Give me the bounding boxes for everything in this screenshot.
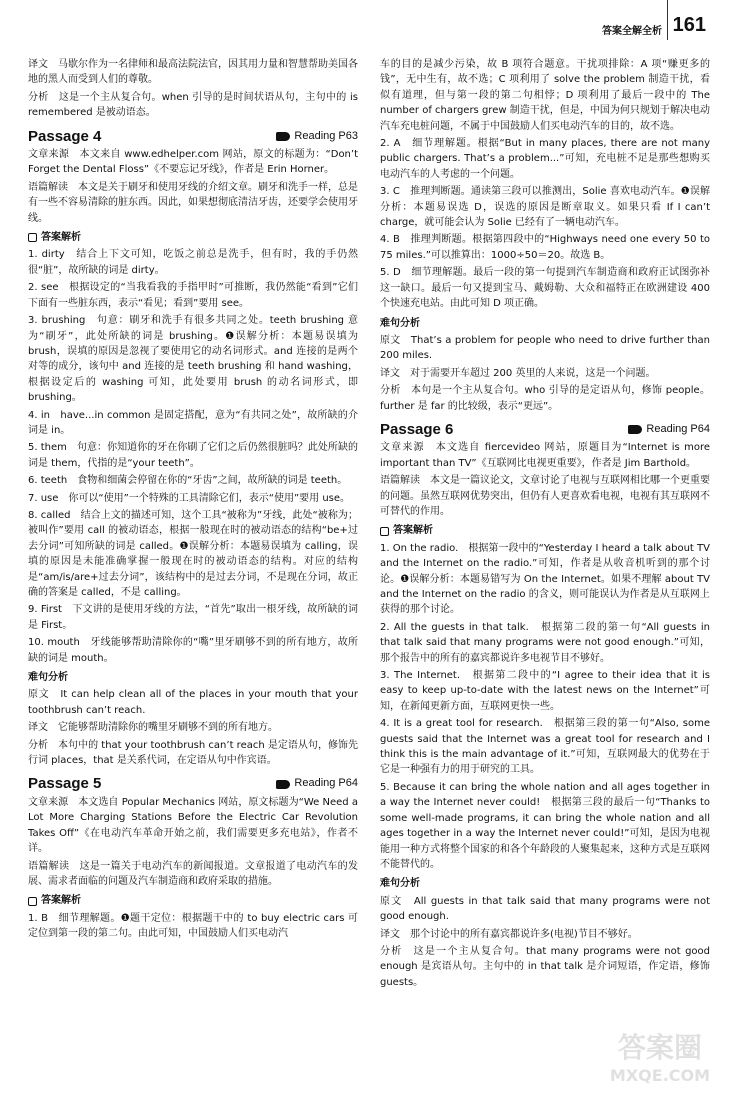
passage-6-header xyxy=(380,422,710,437)
reading-ref: Reading P64 xyxy=(628,422,710,437)
svg-text:答案圈: 答案圈 xyxy=(617,1031,703,1064)
intro-analysis: 分析 这是一个主从复合句。when 引导的是时间状语从句，主句中的 is remembered 是被动语态。 xyxy=(28,91,358,119)
lock-icon xyxy=(28,897,37,906)
pointing-hand-icon xyxy=(276,780,290,789)
answer-item: 4. It is a great tool for research. 根据第三段的第一句“Also, some guests said that the Internet was a great tool for research and I think this is the main advantage of it.”可知，互联网最大的优势在于它是一种强有力的用于研究的工具。 xyxy=(380,718,710,776)
pointing-hand-icon xyxy=(628,425,642,434)
answer-item: 3. C 推理判断题。通读第三段可以推测出，Solie 喜欢电动汽车。❶误解分析：本题易误选 D，误选的原因是断章取义。如果只看 If I can’t charge，就可能会认为 Solie 已经有了一辆电动汽车。 xyxy=(380,186,710,229)
sentence-translation: 译文 那个讨论中的所有嘉宾都说许多(电视)节目不够好。 xyxy=(380,928,638,940)
answer-item: 4. in have...in common 是固定搭配，意为“有共同之处”，故所缺的介词是 in。 xyxy=(28,409,358,436)
passage-5-header xyxy=(28,776,358,791)
reading-ref: Reading P64 xyxy=(276,776,358,791)
answer-item: 8. called 结合上文的描述可知，这个工具“被称为”牙线，此处“被称为；被叫作”要用 call 的被动语态，根据一般现在时的被动语态的结构“be+过去分词”可知所缺的词是 called。❶误解分析：本题易误填为 calling，误填的原因是未能准确掌握一般现在时的被动语态的结构。对应的结构是“am/is/are+过去分词”，该结构中的是过去分词，不是现在分词，故正确的答案是 called，不是 calling。 xyxy=(28,509,358,598)
answer-section-heading: 答案解析 xyxy=(380,523,710,538)
sentence-analysis: 分析 本句中的 that your toothbrush can’t reach 是定语从句，修饰先行词 places，that 是关系代词，在定语从句中作宾语。 xyxy=(28,739,358,767)
answer-item: 2. see 根据设定的“当我看我的手指甲时”可推断，我仍然能“看到”它们下面有一些脏东西，表示“看见；看到”要用 see。 xyxy=(28,282,358,309)
svg-text:MXQE.COM: MXQE.COM xyxy=(609,1066,711,1085)
right-column xyxy=(380,57,710,992)
original-sentence: 原文 It can help clean all of the places in your mouth that your toothbrush can’t reach. xyxy=(28,689,358,716)
answer-item: 1. B 细节理解题。❶题干定位：根据题干中的 to buy electric cars 可定位到第一段的第二句。由此可知，中国鼓励人们买电动汽 xyxy=(28,912,358,940)
answer-item: 2. A 细节理解题。根据“But in many places, there are not many public chargers. That’s a problem...”可知，充电桩不足是那些想购买电动汽车的人考虑的一个问题。 xyxy=(380,138,710,180)
article-source: 文章来源 本文来自 www.edhelper.com 网站，原文的标题为：“Don’t Forget the Dental Floss”《不要忘记牙线》，作者是 Erin Horner。 xyxy=(28,149,358,176)
analysis-heading: 难句分析 xyxy=(28,672,68,684)
analysis-heading: 难句分析 xyxy=(380,878,420,890)
header-label: 答案全解全析 xyxy=(602,26,662,37)
sentence-translation: 译文 对于需要开车超过 200 英里的人来说，这是一个问题。 xyxy=(380,367,656,379)
reading-ref: Reading P63 xyxy=(276,129,358,144)
answer-section-heading: 答案解析 xyxy=(28,230,358,245)
article-source: 文章来源 本文选自 Popular Mechanics 网站，原文标题为“We Need a Lot More Charging Stations Before the Electric Car Revolution Takes Off”《在电动汽车革命开始之前，我们需要更多充电站》，作者不详。 xyxy=(28,796,358,855)
page-header xyxy=(0,0,750,40)
sentence-analysis: 分析 这是一个主从复合句。that many programs were not good enough 是宾语从句。主句中的 in that talk 是介词短语，作定语，修饰 guests。 xyxy=(380,945,710,988)
answer-item: 5. D 细节理解题。最后一段的第一句提到汽车制造商和政府正试图弥补这一缺口。最后一句又提到宝马、戴姆勒、大众和福特正在欧洲建设 400 个快速充电站。由此可知 D 项正确。 xyxy=(380,267,710,310)
passage-title: Passage 6 xyxy=(380,420,454,438)
original-sentence: 原文 All guests in that talk said that many programs were not good enough. xyxy=(380,895,710,923)
answer-continuation: 车的目的是减少污染，故 B 项符合题意。干扰项排除：A 项“赚更多的钱”，无中生有，故不选；C 项利用了 solve the problem 制造干扰，看似有道理，但与第一段的第二句相悖；D 项利用了最后一段中的 The number of chargers grew 制造干扰，但是，中国为何只规划于解决电动汽车充电桩问题，不属于中国鼓励人们买电动汽车的目的，故不选。 xyxy=(380,59,710,132)
answer-item: 5. them 句意：你知道你的牙在你刷了它们之后仍然很脏吗？此处所缺的词是 them，代指的是“your teeth”。 xyxy=(28,442,358,469)
passage-title: Passage 4 xyxy=(28,127,102,145)
analysis-heading: 难句分析 xyxy=(380,317,420,329)
passage-4-header xyxy=(28,129,358,144)
text-reading: 语篇解读 这是一篇关于电动汽车的新闻报道。文章报道了电动汽车的发展、需求者面临的问题及汽车制造商和政府采取的措施。 xyxy=(28,860,358,887)
intro-translation: 译文 马歇尔作为一名律师和最高法院法官，因其用力量和智慧帮助美国各地的黑人而受到人们的尊敬。 xyxy=(28,59,358,86)
watermark-logo xyxy=(590,1019,730,1089)
answer-item: 7. use 你可以“使用”一个特殊的工具清除它们，表示“使用”要用 use。 xyxy=(28,492,351,504)
sentence-translation: 译文 它能够帮助清除你的嘴里牙刷够不到的所有地方。 xyxy=(28,722,278,734)
left-column xyxy=(28,57,358,944)
lock-icon xyxy=(380,527,389,536)
text-reading: 语篇解读 本文是关于刷牙和使用牙线的介绍文章。刷牙和洗手一样，总是有一些不容易清除的脏东西。因此，如果想彻底清洁牙齿，还要学会使用牙线。 xyxy=(28,181,358,224)
answer-item: 5. Because it can bring the whole nation and all ages together in a way the Internet never could! 根据第三段的最后一句“Thanks to some well-made programs, it can bring the whole nation and all ages together in a way the Internet never could!”可知，是因为电视能用一种方式将整个国家的和各个年龄段的人聚集起来，这种方式是互联网不能替代的。 xyxy=(380,781,710,870)
sentence-analysis: 分析 本句是一个主从复合句。who 引导的是定语从句，修饰 people。further 是 far 的比较级，表示“更远”。 xyxy=(380,385,710,412)
text-reading: 语篇解读 本文是一篇议论文，文章讨论了电视与互联网相比哪一个更重要的问题。虽然互联网优势突出，但仍有人更喜欢看电视，电视有其互联网不可替代的作用。 xyxy=(380,475,710,517)
watermark-graphic xyxy=(590,1019,730,1089)
header-divider xyxy=(667,0,668,40)
answer-item: 2. All the guests in that talk. 根据第二段的第一句“All guests in that talk said that many programs were not good enough.”可知，那个报告中的所有的嘉宾都说许多电视节目不够好。 xyxy=(380,621,710,664)
answer-item: 4. B 推理判断题。根据第四段中的“Highways need one every 50 to 75 miles.”可以推算出：1000÷50＝20。故选 B。 xyxy=(380,234,710,261)
answer-item: 9. First 下文讲的是使用牙线的方法，“首先”取出一根牙线，故所缺的词是 First。 xyxy=(28,604,358,631)
lock-icon xyxy=(28,233,37,242)
answer-item: 3. The Internet. 根据第二段中的“I agree to their idea that it is easy to keep up-to-date with the latest news on the Internet”可知，在新闻更新方面，互联网更快一些。 xyxy=(380,670,710,712)
answer-section-heading: 答案解析 xyxy=(28,893,358,908)
article-source: 文章来源 本文选自 fiercevideo 网站，原题目为“Internet is more important than TV”《互联网比电视更重要》，作者是 Jim Barthold。 xyxy=(380,442,710,469)
answer-item: 1. dirty 结合上下文可知，吃饭之前总是洗手，但有时，我的手仍然很“脏”，故所缺的词是 dirty。 xyxy=(28,249,358,276)
answer-item: 3. brushing 句意：刷牙和洗手有很多共同之处。teeth brushing 意为“刷牙”，此处所缺的词是 brushing。❶误解分析：本题易误填为 brush，误填的原因是忽视了要使用它的动名词形式。and 连接的是两个对等的成分，该句中 and 连接的是 teeth brushing 和 hand washing，根据设定后的 washing 可知，此处要用 brush 的动名词形式，即 brushing。 xyxy=(28,315,358,404)
page-number: 161 xyxy=(672,14,706,36)
answer-item: 6. teeth 食物和细菌会停留在你的“牙齿”之间，故所缺的词是 teeth。 xyxy=(28,475,348,487)
pointing-hand-icon xyxy=(276,132,290,141)
original-sentence: 原文 That’s a problem for people who need to drive further than 200 miles. xyxy=(380,334,710,362)
answer-item: 10. mouth 牙线能够帮助清除你的“嘴”里牙刷够不到的所有地方，故所缺的词是 mouth。 xyxy=(28,637,358,664)
answer-item: 1. On the radio. 根据第一段中的“Yesterday I heard a talk about TV and the Internet on the radio.”可知，作者是从收音机听到的那个讨论。❶误解分析：本题易错写为 On the Internet。如果不理解 about TV and the Internet on the radio 的含义，则可能误认为作者是从互联网上获得的那个讨论。 xyxy=(380,542,710,616)
passage-title: Passage 5 xyxy=(28,775,102,793)
